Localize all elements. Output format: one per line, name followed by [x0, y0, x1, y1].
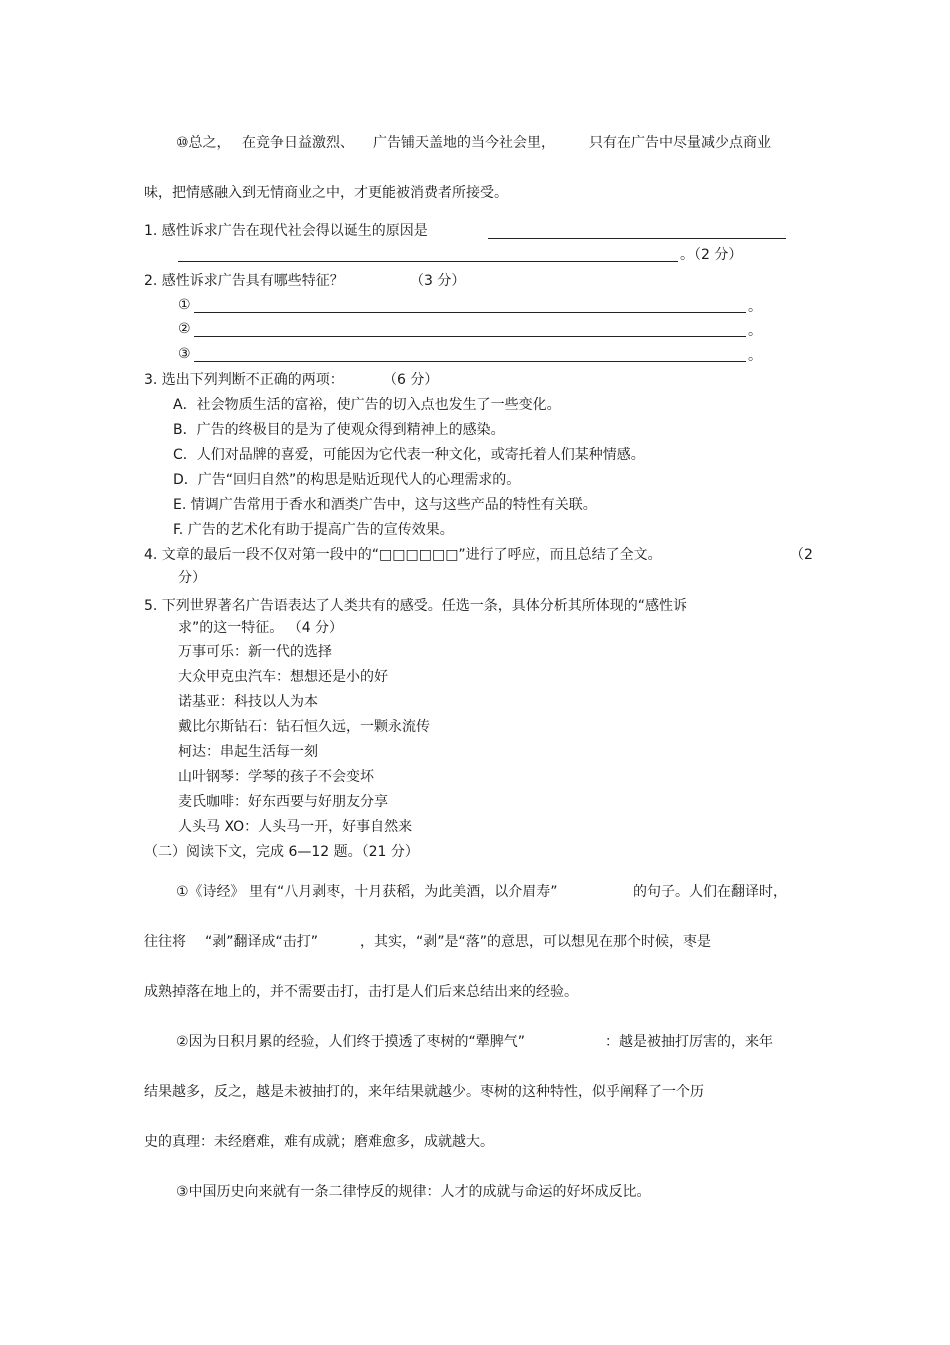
slogan-8: 人头马 XO：人头马一开，好事自然来 [178, 819, 413, 835]
para10-seg4: 只有在广告中尽量减少点商业 [589, 135, 771, 151]
question-1: 1. 感性诉求广告在现代社会得以诞生的原因是 [144, 223, 428, 239]
passage-p2-line1b: ：越是被抽打厉害的，来年 [605, 1034, 773, 1050]
q4-score-b: 分） [178, 570, 206, 586]
q2-answer-blank-3[interactable] [194, 361, 746, 362]
passage-p1-line3: 成熟掉落在地上的，并不需要击打，击打是人们后来总结出来的经验。 [144, 984, 578, 1000]
question-4: 4. 文章的最后一段不仅对第一段中的“□□□□□□”进行了呼应，而且总结了全文。 [144, 547, 662, 563]
passage-p2-line3: 史的真理：未经磨难，难有成就；磨难愈多，成就越大。 [144, 1134, 494, 1150]
slogan-4: 戴比尔斯钻石：钻石恒久远，一颗永流传 [178, 719, 430, 735]
q2-mark-2: ② [178, 321, 191, 337]
q2-score: （3 分） [410, 273, 466, 289]
slogan-6: 山叶钢琴：学琴的孩子不会变坏 [178, 769, 374, 785]
question-3: 3. 选出下列判断不正确的两项： [144, 372, 344, 388]
slogan-7: 麦氏咖啡：好东西要与好朋友分享 [178, 794, 388, 810]
q3-option-c: C．人们对品牌的喜爱，可能因为它代表一种文化，或寄托着人们某种情感。 [173, 447, 645, 463]
q1-score: 。（2 分） [680, 247, 743, 263]
passage-p1-line1a: ①《诗经》 里有“八月剥枣，十月获稻，为此美酒，以介眉寿” [176, 884, 558, 900]
para10-seg2: 在竞争日益激烈、 [242, 135, 354, 151]
passage-p1-line1b: 的句子。人们在翻译时， [633, 884, 787, 900]
passage-p3-line1: ③中国历史向来就有一条二律悖反的规律：人才的成就与命运的好坏成反比。 [176, 1184, 651, 1200]
question-5-cont: 求”的这一特征。 （4 分） [178, 620, 344, 636]
q2-end-2: 。 [748, 323, 762, 339]
q3-option-f: F. 广告的艺术化有助于提高广告的宣传效果。 [173, 522, 454, 538]
q1-answer-blank[interactable] [488, 238, 786, 239]
q2-mark-1: ① [178, 297, 191, 313]
para10-line2: 味，把情感融入到无情商业之中，才更能被消费者所接受。 [144, 185, 508, 201]
passage-p2-line1a: ②因为日积月累的经验，人们终于摸透了枣树的“犟脾气” [176, 1034, 526, 1050]
q2-mark-3: ③ [178, 346, 191, 362]
para10-seg1: ⑩总之， [176, 135, 231, 151]
slogan-3: 诺基亚：科技以人为本 [178, 694, 318, 710]
slogan-2: 大众甲克虫汽车：想想还是小的好 [178, 669, 388, 685]
q2-end-1: 。 [748, 299, 762, 315]
passage-p1-line2c: ，其实，“剥”是“落”的意思，可以想见在那个时候，枣是 [360, 934, 712, 950]
para10-seg3: 广告铺天盖地的当今社会里， [373, 135, 555, 151]
passage-p1-line2a: 往往将 [144, 934, 186, 950]
section-2-heading: （二）阅读下文，完成 6—12 题。（21 分） [144, 844, 419, 860]
question-2: 2. 感性诉求广告具有哪些特征？ [144, 273, 344, 289]
q2-end-3: 。 [748, 348, 762, 364]
q1-answer-blank-2[interactable] [178, 261, 678, 262]
q2-answer-blank-2[interactable] [194, 336, 746, 337]
passage-p2-line2: 结果越多，反之，越是未被抽打的，来年结果就越少。枣树的这种特性，似乎阐释了一个历 [144, 1084, 704, 1100]
q3-score: （6 分） [383, 372, 439, 388]
q2-answer-blank-1[interactable] [194, 312, 746, 313]
passage-p1-line2b: “剥”翻译成“击打” [205, 934, 319, 950]
q3-option-b: B．广告的终极目的是为了使观众得到精神上的感染。 [173, 422, 505, 438]
question-5: 5. 下列世界著名广告语表达了人类共有的感受。任选一条，具体分析其所体现的“感性诉 [144, 598, 688, 614]
q3-option-a: A．社会物质生活的富裕，使广告的切入点也发生了一些变化。 [173, 397, 561, 413]
q3-option-d: D．广告“回归自然”的构思是贴近现代人的心理需求的。 [173, 472, 521, 488]
q4-score-a: （2 [790, 547, 813, 563]
q3-option-e: E. 情调广告常用于香水和酒类广告中，这与这些产品的特性有关联。 [173, 497, 597, 513]
slogan-1: 万事可乐：新一代的选择 [178, 644, 332, 660]
slogan-5: 柯达：串起生活每一刻 [178, 744, 318, 760]
